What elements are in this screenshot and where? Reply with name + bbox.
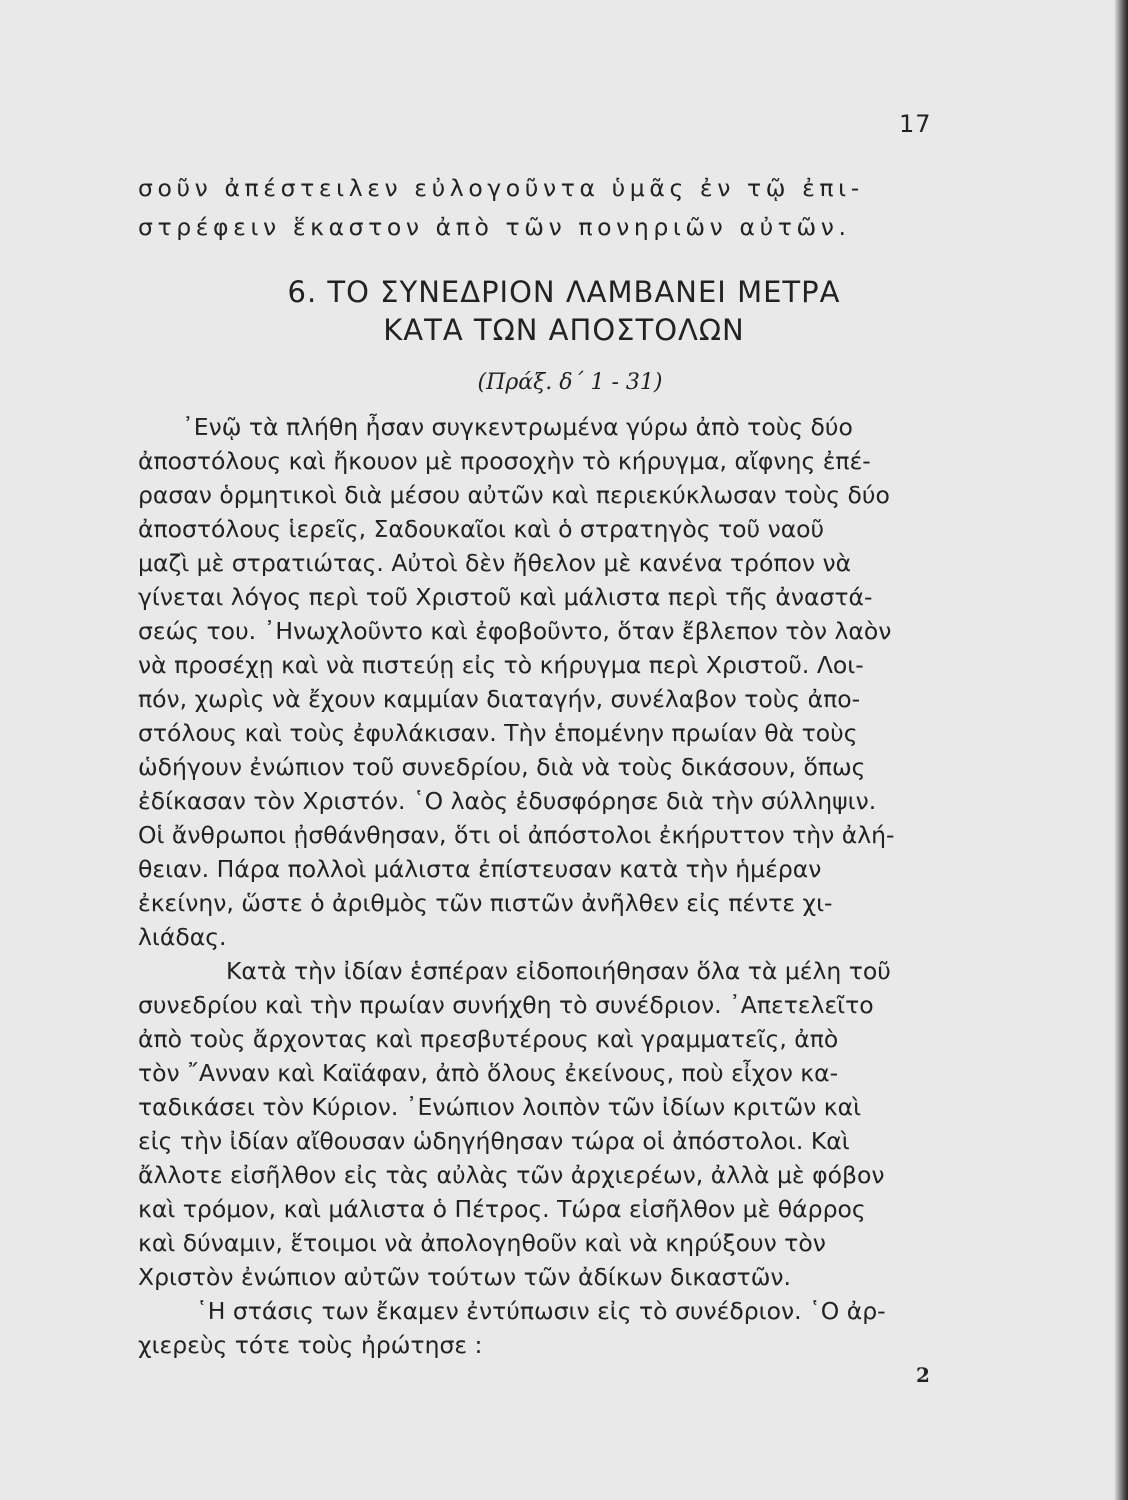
text-line: ἄλλοτε εἰσῆλθον εἰς τὰς αὐλὰς τῶν ἀρχιερέων, ἀλλὰ μὲ φόβον (138, 1161, 885, 1189)
text-line: Κατὰ τὴν ἰδίαν ἑσπέραν εἰδοποιήθησαν ὅλα τὰ μέλη τοῦ (226, 957, 891, 985)
paragraph-sanhedrin (138, 954, 964, 1294)
text-line: ἐκείνην, ὥστε ὁ ἀριθμὸς τῶν πιστῶν ἀνῆλθεν εἰς πέντε χι- (138, 889, 833, 917)
text-line: θειαν. Πάρα πολλοὶ μάλιστα ἐπίστευσαν κατὰ τὴν ἡμέραν (138, 855, 822, 883)
section-heading: 6. ΤΟ ΣΥΝΕΔΡΙΟΝ ΛΑΜΒΑΝΕΙ ΜΕΤΡΑ (287, 275, 841, 309)
text-line: τὸν ῎Ανναν καὶ Καϊάφαν, ἀπὸ ὅλους ἐκείνους, ποὺ εἶχον κα- (138, 1059, 839, 1087)
text-line: ἐδίκασαν τὸν Χριστόν. ῾Ο λαὸς ἐδυσφόρησε διὰ τὴν σύλληψιν. (138, 787, 877, 815)
text-line: στόλους καὶ τοὺς ἐφυλάκισαν. Τὴν ἑπομένην πρωίαν θὰ τοὺς (138, 719, 858, 747)
printer-signature-mark: 2 (916, 1363, 930, 1387)
text-line: ἀποστόλους καὶ ἤκουον μὲ προσοχὴν τὸ κήρυγμα, αἴφνης ἐπέ- (138, 447, 871, 475)
scripture-reference: (Πράξ. δ΄ 1 - 31) (477, 370, 663, 395)
continuation-line: σοῦν ἀπέστειλεν εὐλογοῦντα ὑμᾶς ἐν τῷ ἐπι- (138, 174, 864, 202)
section-heading-continued: ΚΑΤΑ ΤΩΝ ΑΠΟΣΤΟΛΩΝ (383, 313, 745, 347)
text-line: πόν, χωρὶς νὰ ἔχουν καμμίαν διαταγήν, συνέλαβον τοὺς ἀπο- (138, 685, 861, 713)
paragraph-arrest (138, 410, 964, 954)
text-line: Οἱ ἄνθρωποι ᾐσθάνθησαν, ὅτι οἱ ἀπόστολοι ἐκήρυττον τὴν ἀλή- (138, 821, 895, 849)
continuation-line: στρέφειν ἕκαστον ἀπὸ τῶν πονηριῶν αὐτῶν. (138, 213, 851, 241)
text-line: συνεδρίου καὶ τὴν πρωίαν συνήχθη τὸ συνέδριον. ᾿Απετελεῖτο (138, 991, 874, 1019)
text-line: νὰ προσέχῃ καὶ νὰ πιστεύῃ εἰς τὸ κήρυγμα περὶ Χριστοῦ. Λοι- (138, 651, 864, 679)
text-line: Χριστὸν ἐνώπιον αὐτῶν τούτων τῶν ἀδίκων δικαστῶν. (138, 1263, 791, 1291)
text-line: ᾿Ενῷ τὰ πλήθη ἦσαν συγκεντρωμένα γύρω ἀπὸ τοὺς δύο (182, 413, 853, 441)
paragraph-high-priest (138, 1294, 964, 1362)
text-line: καὶ δύναμιν, ἕτοιμοι νὰ ἀπολογηθοῦν καὶ νὰ κηρύξουν τὸν (138, 1229, 826, 1257)
text-line: ταδικάσει τὸν Κύριον. ᾿Ενώπιον λοιπὸν τῶν ἰδίων κριτῶν καὶ (138, 1093, 862, 1121)
text-line: ῾Η στάσις των ἔκαμεν ἐντύπωσιν εἰς τὸ συνέδριον. ῾Ο ἀρ- (196, 1297, 886, 1325)
text-line: καὶ τρόμον, καὶ μάλιστα ὁ Πέτρος. Τώρα εἰσῆλθον μὲ θάρρος (138, 1195, 866, 1223)
text-line: ἀπὸ τοὺς ἄρχοντας καὶ πρεσβυτέρους καὶ γραμματεῖς, ἀπὸ (138, 1025, 839, 1053)
text-line: λιάδας. (138, 923, 227, 951)
page-number: 17 (899, 110, 932, 138)
text-line: μαζὶ μὲ στρατιώτας. Αὐτοὶ δὲν ἤθελον μὲ κανένα τρόπον νὰ (138, 549, 852, 577)
text-line: σεώς του. ᾿Ηνωχλοῦντο καὶ ἐφοβοῦντο, ὅταν ἔβλεπον τὸν λαὸν (138, 617, 892, 645)
text-line: ὡδήγουν ἐνώπιον τοῦ συνεδρίου, διὰ νὰ τοὺς δικάσουν, ὅπως (138, 753, 866, 781)
text-line: γίνεται λόγος περὶ τοῦ Χριστοῦ καὶ μάλιστα περὶ τῆς ἀναστά- (138, 583, 873, 611)
page-edge-shadow (1114, 0, 1128, 1500)
text-line: ρασαν ὁρμητικοὶ διὰ μέσου αὐτῶν καὶ περιεκύκλωσαν τοὺς δύο (138, 481, 890, 509)
text-line: χιερεὺς τότε τοὺς ἠρώτησε : (138, 1331, 483, 1359)
text-line: εἰς τὴν ἰδίαν αἴθουσαν ὡδηγήθησαν τώρα οἱ ἀπόστολοι. Καὶ (138, 1127, 850, 1155)
text-line: ἀποστόλους ἱερεῖς, Σαδουκαῖοι καὶ ὁ στρατηγὸς τοῦ ναοῦ (138, 515, 825, 543)
